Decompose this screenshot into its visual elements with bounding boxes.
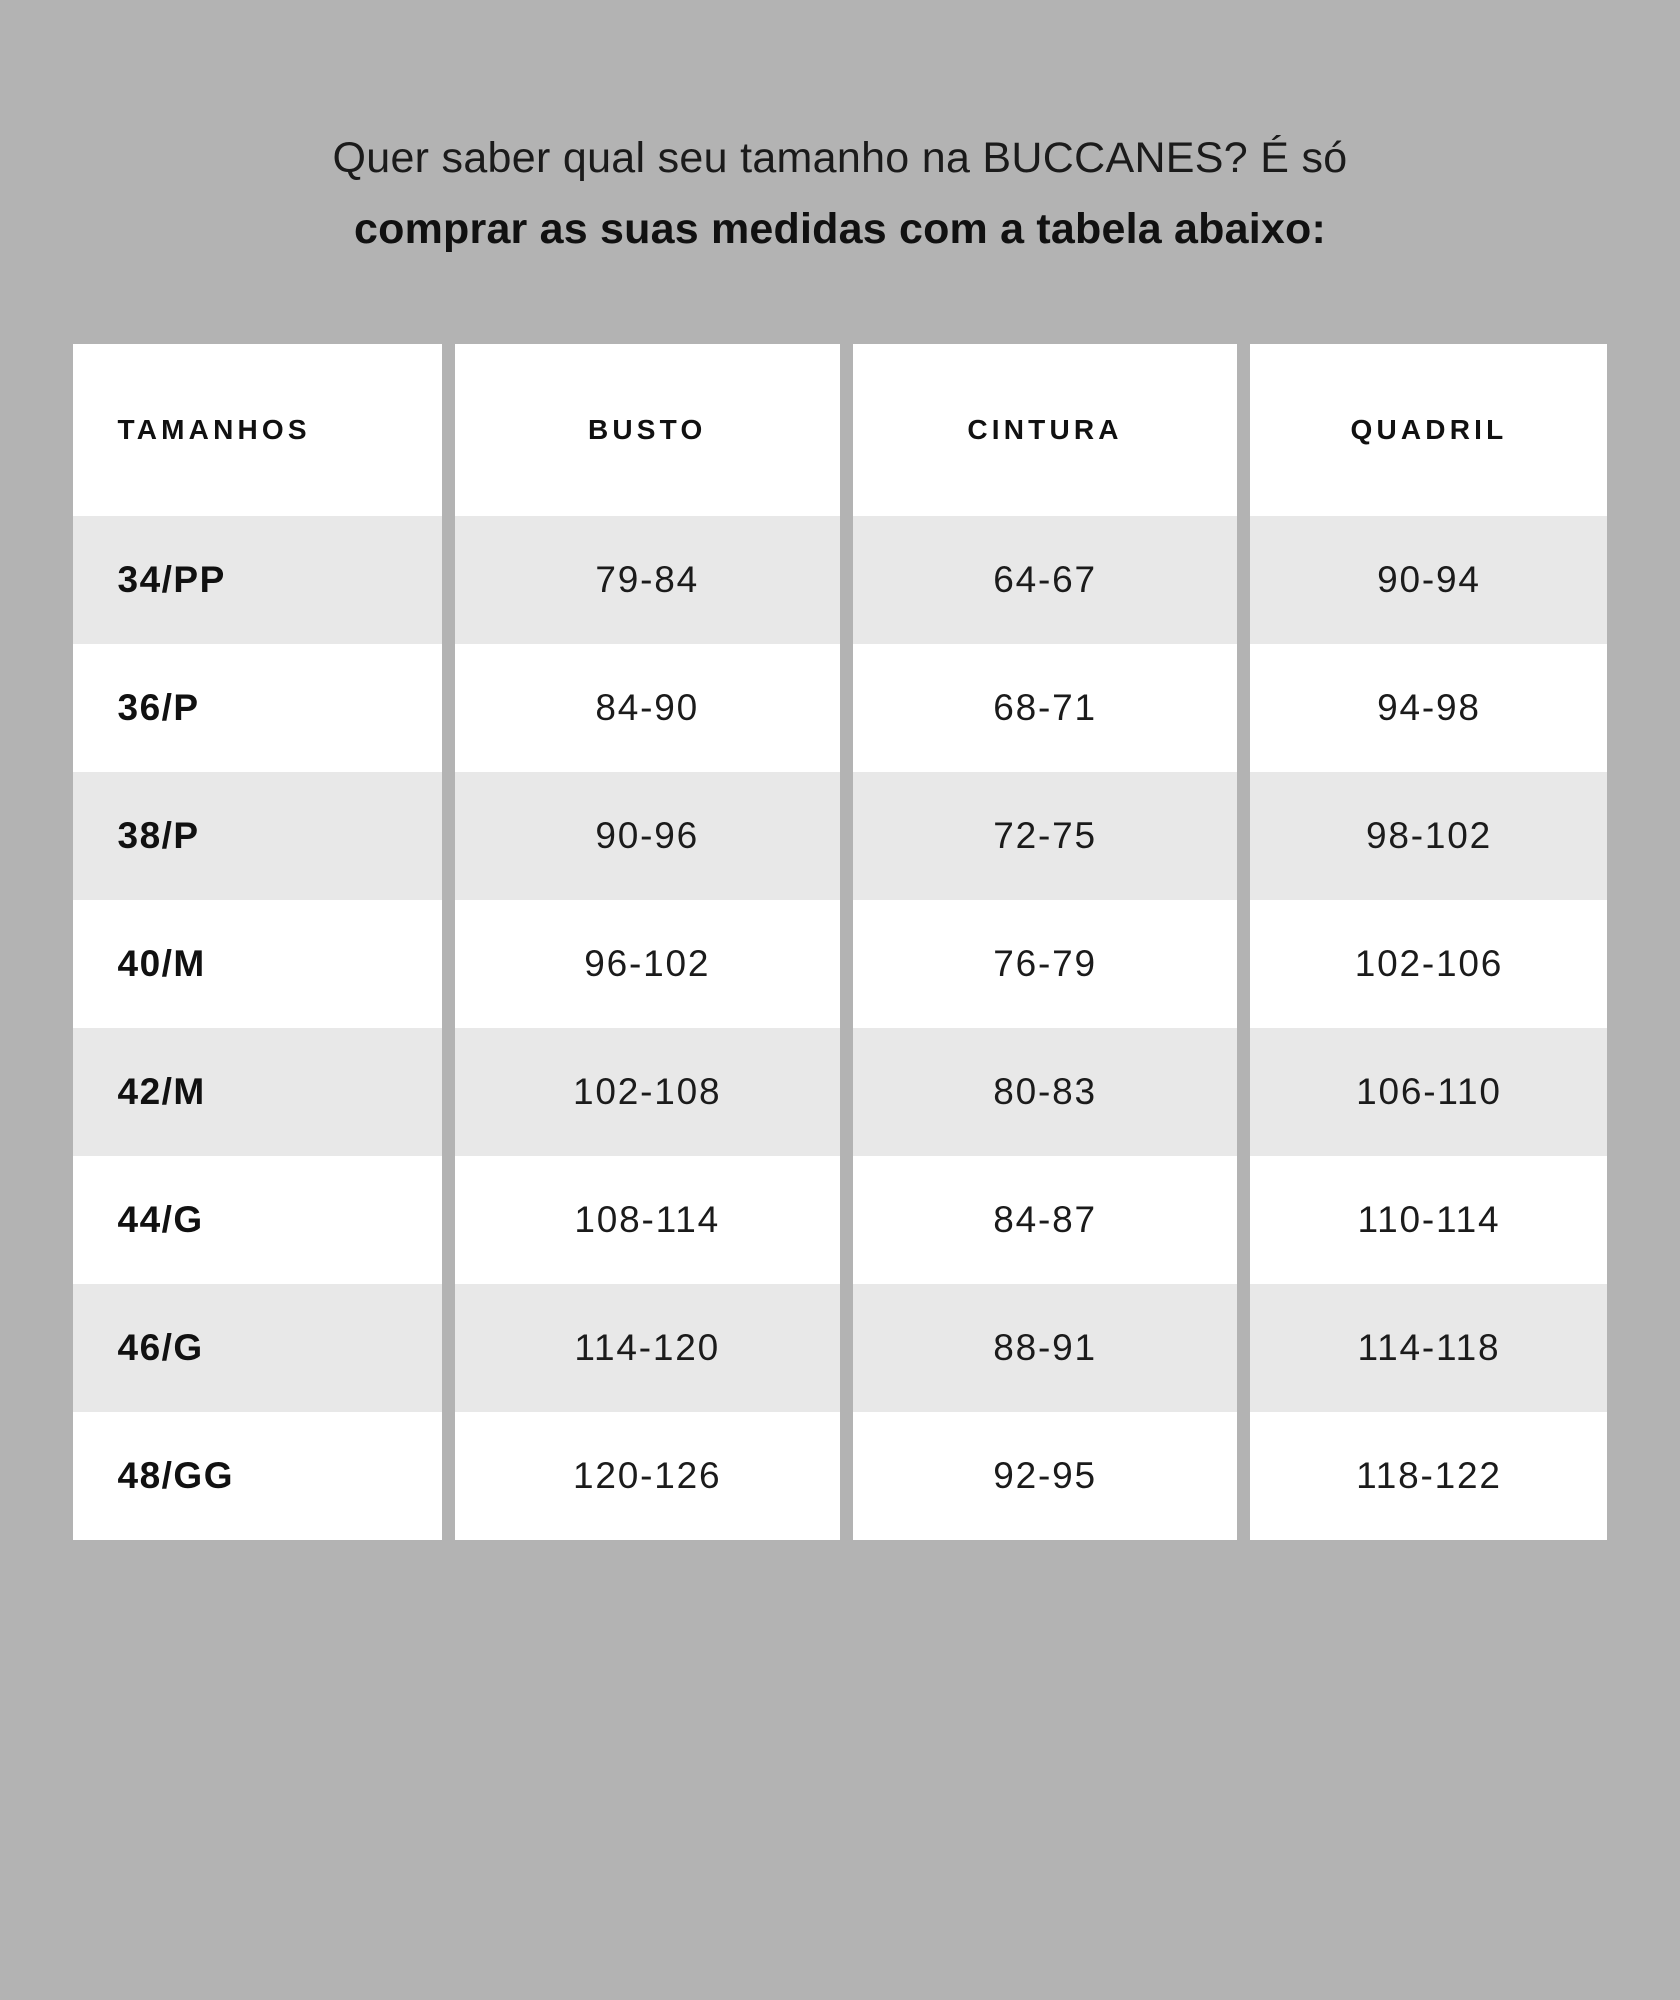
measure-value: 98-102	[1365, 815, 1492, 857]
header-label: QUADRIL	[1350, 414, 1508, 446]
column-gutter	[442, 900, 455, 1028]
measure-value: 80-83	[993, 1071, 1097, 1113]
column-gutter	[840, 772, 853, 900]
cell-cintura	[853, 1156, 1238, 1284]
measure-value: 106-110	[1356, 1071, 1502, 1113]
measure-value: 88-91	[993, 1327, 1097, 1369]
cell-size	[73, 516, 442, 644]
column-gutter	[840, 516, 853, 644]
size-label: 48/GG	[117, 1455, 234, 1497]
measure-value: 96-102	[584, 943, 711, 985]
column-gutter	[1237, 344, 1250, 516]
size-label: 42/M	[117, 1071, 206, 1113]
column-gutter	[840, 1156, 853, 1284]
cell-quadril	[1250, 1284, 1607, 1412]
column-gutter	[442, 772, 455, 900]
cell-cintura	[853, 900, 1238, 1028]
table-row	[73, 1028, 1608, 1156]
intro-line-1: Quer saber qual seu tamanho na BUCCANES? É só	[332, 134, 1348, 182]
cell-quadril	[1250, 644, 1607, 772]
intro-text	[100, 128, 1580, 260]
measure-value: 76-79	[993, 943, 1097, 985]
column-gutter	[840, 900, 853, 1028]
cell-size	[73, 1412, 442, 1540]
column-gutter	[442, 1284, 455, 1412]
intro-line-2: comprar as suas medidas com a tabela abaixo:	[354, 205, 1326, 254]
table-row	[73, 644, 1608, 772]
table-row	[73, 1284, 1608, 1412]
measure-value: 68-71	[993, 687, 1097, 729]
column-gutter	[1237, 1412, 1250, 1540]
header-cell-cintura	[853, 344, 1238, 516]
header-cell-tamanhos	[73, 344, 442, 516]
measure-value: 94-98	[1377, 687, 1481, 729]
column-gutter	[1237, 644, 1250, 772]
column-gutter	[840, 644, 853, 772]
cell-busto	[455, 1028, 840, 1156]
cell-busto	[455, 1284, 840, 1412]
column-gutter	[1237, 772, 1250, 900]
cell-busto	[455, 644, 840, 772]
cell-busto	[455, 900, 840, 1028]
column-gutter	[442, 344, 455, 516]
header-label: TAMANHOS	[117, 414, 311, 446]
column-gutter	[1237, 1156, 1250, 1284]
column-gutter	[840, 1412, 853, 1540]
table-row	[73, 516, 1608, 644]
cell-quadril	[1250, 1028, 1607, 1156]
cell-size	[73, 900, 442, 1028]
measure-value: 108-114	[574, 1199, 721, 1241]
table-row	[73, 900, 1608, 1028]
cell-quadril	[1250, 1412, 1607, 1540]
table-row	[73, 1412, 1608, 1540]
column-gutter	[840, 1028, 853, 1156]
measure-value: 79-84	[595, 559, 700, 601]
size-label: 38/P	[117, 815, 200, 857]
header-cell-busto	[455, 344, 840, 516]
size-label: 40/M	[117, 943, 206, 985]
cell-cintura	[853, 1284, 1238, 1412]
table-row	[73, 772, 1608, 900]
cell-cintura	[853, 772, 1238, 900]
measure-value: 72-75	[993, 815, 1097, 857]
size-label: 44/G	[117, 1199, 204, 1241]
cell-cintura	[853, 516, 1238, 644]
measure-value: 64-67	[993, 559, 1097, 601]
cell-cintura	[853, 1412, 1238, 1540]
column-gutter	[1237, 900, 1250, 1028]
cell-busto	[455, 1156, 840, 1284]
measure-value: 120-126	[573, 1455, 722, 1497]
cell-size	[73, 1028, 442, 1156]
cell-cintura	[853, 644, 1238, 772]
table-row	[73, 1156, 1608, 1284]
measure-value: 114-120	[574, 1327, 721, 1369]
cell-size	[73, 772, 442, 900]
measure-value: 90-94	[1377, 559, 1481, 601]
cell-quadril	[1250, 1156, 1607, 1284]
size-label: 34/PP	[117, 559, 226, 601]
measure-value: 102-106	[1354, 943, 1504, 985]
measure-value: 84-90	[595, 687, 700, 729]
cell-busto	[455, 772, 840, 900]
cell-busto	[455, 1412, 840, 1540]
measure-value: 114-118	[1357, 1327, 1501, 1369]
measure-value: 92-95	[993, 1455, 1097, 1497]
header-cell-quadril	[1250, 344, 1607, 516]
measure-value: 102-108	[573, 1071, 722, 1113]
cell-size	[73, 644, 442, 772]
cell-size	[73, 1156, 442, 1284]
cell-size	[73, 1284, 442, 1412]
cell-quadril	[1250, 772, 1607, 900]
column-gutter	[1237, 1028, 1250, 1156]
cell-cintura	[853, 1028, 1238, 1156]
column-gutter	[1237, 516, 1250, 644]
header-label: CINTURA	[967, 414, 1123, 446]
column-gutter	[442, 1156, 455, 1284]
column-gutter	[442, 1412, 455, 1540]
measure-value: 110-114	[1357, 1199, 1501, 1241]
measure-value: 90-96	[595, 815, 700, 857]
header-label: BUSTO	[587, 414, 707, 446]
column-gutter	[442, 1028, 455, 1156]
size-label: 36/P	[117, 687, 200, 729]
column-gutter	[840, 344, 853, 516]
size-label: 46/G	[117, 1327, 204, 1369]
measure-value: 84-87	[993, 1199, 1097, 1241]
column-gutter	[1237, 1284, 1250, 1412]
column-gutter	[840, 1284, 853, 1412]
measure-value: 118-122	[1356, 1455, 1502, 1497]
table-header-row	[73, 344, 1608, 516]
size-table	[73, 344, 1608, 1540]
cell-quadril	[1250, 900, 1607, 1028]
column-gutter	[442, 516, 455, 644]
cell-quadril	[1250, 516, 1607, 644]
cell-busto	[455, 516, 840, 644]
column-gutter	[442, 644, 455, 772]
